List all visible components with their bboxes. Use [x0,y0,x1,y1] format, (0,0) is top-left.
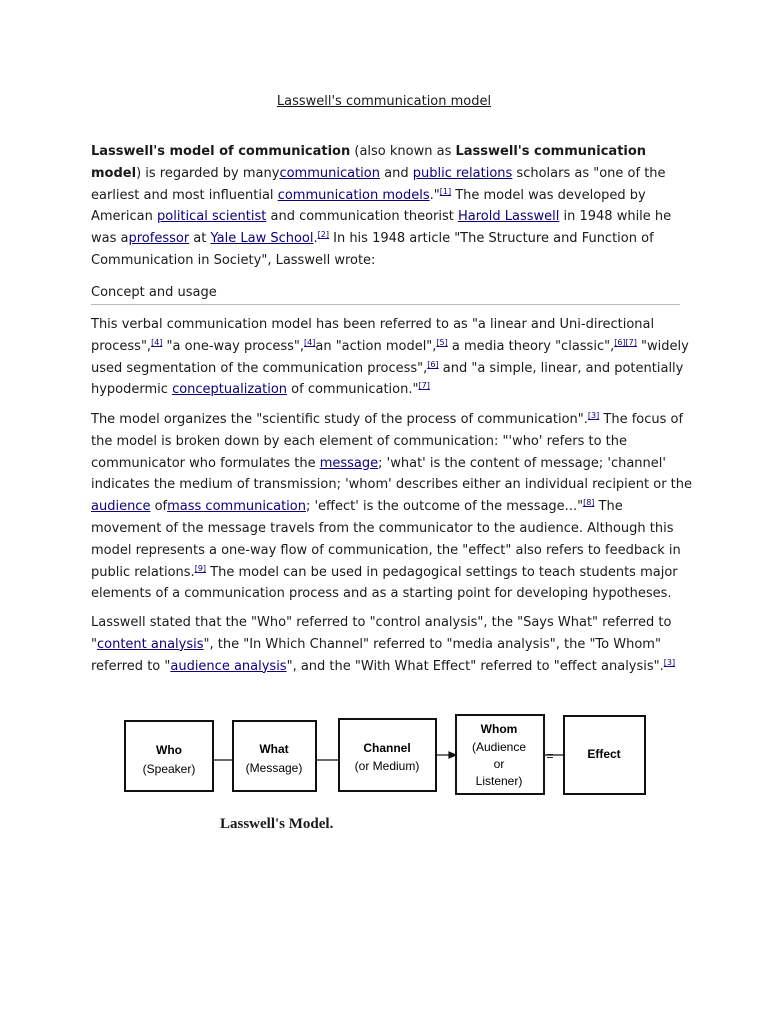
citation[interactable]: [2] [317,230,329,240]
text-run: "widely used segmentation of the communication process", [91,338,689,376]
bold-term: Lasswell's model of communication [91,144,351,159]
text-run: The model can be used in pedagogical settings to teach students major elements of a communication process and as a starting point for developing hypotheses. [91,564,678,602]
text-run: an "action model", [315,338,437,354]
link-harold-lasswell[interactable]: Harold Lasswell [458,209,560,225]
text-run: (also known as [350,144,456,159]
text-run: . [313,231,318,247]
text-run: Lasswell stated that the "Who" referred to "control analysis", the "Says What" referred to " [91,615,672,652]
section-heading: Concept and usage [91,285,680,305]
channel-sublabel: (or Medium) [354,759,420,773]
text-run: ", and the "With What Effect" referred to "effect analysis". [286,658,664,674]
link-yale-law-school[interactable]: Yale Law School [210,231,314,247]
equals-sign: = [546,749,554,763]
concept-paragraph-1 [91,314,693,401]
text-run: ; 'what' is the content of message; 'channel' indicates the medium of transmission; 'whom' describes either an individual recipient or the [91,455,693,493]
what-box [233,721,316,791]
citation[interactable]: [3] [663,657,676,667]
concept-paragraph-3 [91,612,693,677]
text-run: ) is regarded by many [136,165,280,181]
who-label: Who [156,743,182,757]
link-content-analysis[interactable]: content analysis [96,636,204,652]
citation[interactable]: [7] [625,337,637,347]
bold-term: Lasswell's communication model [91,144,647,181]
link-audience-analysis[interactable]: audience analysis [170,658,287,674]
text-run: and "a simple, linear, and potentially hypodermic [91,360,684,398]
link-mass-communication[interactable]: mass communication [167,499,306,515]
text-run: and communication theorist [266,209,458,225]
link-professor[interactable]: professor [128,231,190,247]
citation[interactable]: [1] [439,186,452,196]
citation[interactable]: [8] [583,498,595,508]
link-message[interactable]: message [319,455,379,471]
citation[interactable]: [5] [436,337,448,347]
link-political-scientist[interactable]: political scientist [157,209,267,225]
text-run: "a one-way process", [162,338,305,354]
text-run: at [189,231,211,247]
citation[interactable]: [6] [427,359,439,369]
channel-box [339,719,436,791]
text-run: ." [429,187,440,203]
text-run: scholars as "one of the earliest and most influential [91,165,666,203]
whom-sublabel: Listener) [475,774,523,788]
lasswell-model-diagram [122,712,652,812]
text-run: of [150,499,168,515]
text-run: The focus of the model is broken down by each element of communication: "'who' refers to the communicator who formulates the [91,412,684,471]
arrow-head [449,752,456,758]
whom-sublabel: or [493,757,505,771]
channel-label: Channel [363,741,411,755]
text-run: The movement of the message travels from the communicator to the audience. Although this model represents a one-way flow of communication, the "effect" also refers to feedback in public relations. [91,499,681,580]
citation[interactable]: [4] [151,337,163,347]
link-audience[interactable]: audience [91,499,151,515]
text-run: This verbal communication model has been referred to as "a linear and Uni-directional process", [91,317,655,354]
document-title: Lasswell's communication model [276,94,492,109]
text-run: In his 1948 article "The Structure and Function of Communication in Society", Lasswell wrote: [91,231,654,268]
link-public-relations[interactable]: public relations [412,165,513,181]
citation[interactable]: [4] [304,337,316,347]
text-run: a media theory "classic", [447,338,615,354]
diagram-caption: Lasswell's Model. [220,816,334,832]
link-conceptualization[interactable]: conceptualization [172,382,288,398]
text-run: ", the "In Which Channel" referred to "media analysis", the "To Whom" referred to " [91,636,661,674]
citation[interactable]: [7] [418,381,430,391]
text-run: ; 'effect' is the outcome of the message..." [305,499,584,515]
what-label: What [259,742,289,756]
link-communication-models[interactable]: communication models [277,187,430,203]
citation[interactable]: [3] [587,411,600,420]
text-run: in 1948 while he was a [91,209,672,247]
who-sublabel: (Speaker) [142,762,196,776]
concept-paragraph-2 [91,409,693,605]
whom-label: Whom [480,722,518,736]
text-run: The model organizes the "scientific study of the process of communication". [91,412,588,427]
citation[interactable]: [9] [194,563,207,573]
what-sublabel: (Message) [245,761,303,775]
citation[interactable]: [6] [614,337,626,347]
text-run: of communication." [287,382,419,398]
link-communication[interactable]: communication [279,165,380,181]
whom-sublabel: (Audience [471,740,527,754]
text-run: The model was developed by American [91,187,646,225]
intro-paragraph [91,141,693,272]
effect-label: Effect [587,747,621,761]
text-run: and [380,165,413,181]
